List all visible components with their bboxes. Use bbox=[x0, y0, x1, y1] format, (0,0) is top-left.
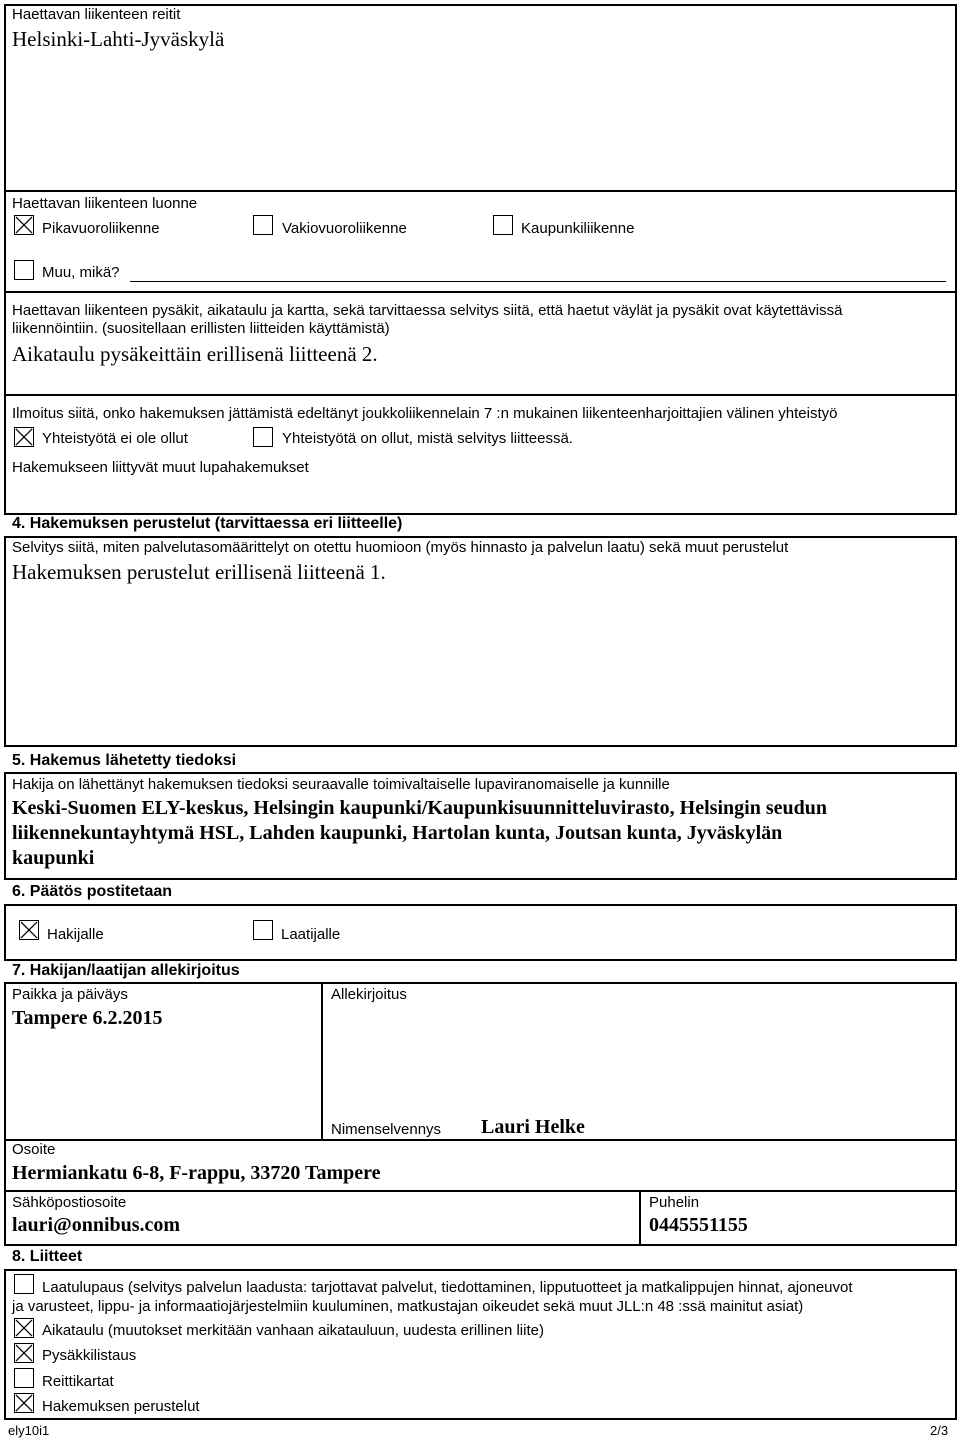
route-label: Haettavan liikenteen reitit bbox=[12, 6, 181, 23]
option-label: Muu, mikä? bbox=[42, 264, 120, 281]
attachment-label: Aikataulu (muutokset merkitään vanhaan aikatauluun, uudesta erillinen liite) bbox=[42, 1322, 544, 1339]
option-label: Vakiovuoroliikenne bbox=[282, 220, 407, 237]
section-5-label: Hakija on lähettänyt hakemuksen tiedoksi seuraavalle toimivaltaiselle lupaviranomaiselle ja kunnille bbox=[12, 776, 670, 793]
checkbox-pysakkilistaus[interactable] bbox=[14, 1343, 34, 1363]
email-value: lauri@onnibus.com bbox=[12, 1214, 181, 1236]
checkbox-muu[interactable] bbox=[14, 260, 34, 280]
signature-label: Allekirjoitus bbox=[331, 986, 407, 1003]
section-4-label: Selvitys siitä, miten palvelutasomäärittelyt on otettu huomioon (myös hinnasto ja palvelun laatu) sekä muut perustelut bbox=[12, 539, 789, 556]
section-6-title: 6. Päätös postitetaan bbox=[12, 883, 173, 900]
stops-label: Haettavan liikenteen pysäkit, aikataulu ja kartta, sekä tarvittaessa selvitys siitä, että haetut väylät ja pysäkit ovat käytettävissä bbox=[12, 302, 843, 319]
address-label: Osoite bbox=[12, 1141, 56, 1158]
option-label: Yhteistyötä ei ole ollut bbox=[42, 430, 188, 447]
checkbox-pikavuoroliikenne[interactable] bbox=[14, 215, 34, 235]
place-date-value: Tampere 6.2.2015 bbox=[12, 1007, 163, 1029]
muu-answer-line[interactable] bbox=[130, 281, 946, 282]
checkbox-reittikartat[interactable] bbox=[14, 1368, 34, 1388]
option-label: Yhteistyötä on ollut, mistä selvitys liitteessä. bbox=[282, 430, 573, 447]
section-4-title: 4. Hakemuksen perustelut (tarvittaessa eri liitteelle) bbox=[12, 515, 403, 532]
attachment-label: Pysäkkilistaus bbox=[42, 1347, 137, 1364]
checkbox-hakijalle[interactable] bbox=[19, 920, 39, 940]
divider bbox=[639, 1190, 641, 1246]
attachment-label: ja varusteet, lippu- ja informaatiojärjestelmiin kuuluminen, matkustajan oikeudet sekä muut JLL:n 48 :ssä mainitut asiat) bbox=[12, 1298, 804, 1315]
divider bbox=[321, 982, 323, 1140]
checkbox-hakemuksen-perustelut[interactable] bbox=[14, 1393, 34, 1413]
cooperation-label: Ilmoitus siitä, onko hakemuksen jättämistä edeltänyt joukkoliikennelain 7 :n mukainen liikenteenharjoittajien välinen yhteistyö bbox=[12, 405, 838, 422]
divider bbox=[4, 190, 957, 192]
phone-value: 0445551155 bbox=[649, 1214, 748, 1236]
section-6-box bbox=[4, 904, 957, 961]
divider bbox=[4, 394, 957, 396]
divider bbox=[4, 291, 957, 293]
attachment-label: Reittikartat bbox=[42, 1373, 114, 1390]
place-date-label: Paikka ja päiväys bbox=[12, 986, 128, 1003]
checkbox-vakiovuoroliikenne[interactable] bbox=[253, 215, 273, 235]
section-4-value: Hakemuksen perustelut erillisenä liitteenä 1. bbox=[12, 560, 386, 584]
divider bbox=[4, 1139, 957, 1141]
checkbox-laatulupaus[interactable] bbox=[14, 1274, 34, 1294]
section-5-title: 5. Hakemus lähetetty tiedoksi bbox=[12, 752, 237, 769]
address-value: Hermiankatu 6-8, F-rappu, 33720 Tampere bbox=[12, 1162, 381, 1184]
checkbox-aikataulu[interactable] bbox=[14, 1318, 34, 1338]
option-label: Hakijalle bbox=[47, 926, 104, 943]
stops-label: liikennöintiin. (suositellaan erillisten liitteiden käyttämistä) bbox=[12, 320, 390, 337]
nature-label: Haettavan liikenteen luonne bbox=[12, 195, 198, 212]
page-number: 2/3 bbox=[930, 1423, 949, 1438]
option-label: Pikavuoroliikenne bbox=[42, 220, 160, 237]
phone-label: Puhelin bbox=[649, 1194, 700, 1211]
route-value: Helsinki-Lahti-Jyväskylä bbox=[12, 27, 225, 51]
attachment-label: Laatulupaus (selvitys palvelun laadusta: tarjottavat palvelut, tiedottaminen, lipputuotteet ja matkalippujen hinnat, ajoneuvot bbox=[42, 1279, 853, 1296]
section-7-title: 7. Hakijan/laatijan allekirjoitus bbox=[12, 962, 240, 979]
checkbox-yhteistyo-on[interactable] bbox=[253, 427, 273, 447]
form-code: ely10i1 bbox=[8, 1423, 50, 1438]
checkbox-laatijalle[interactable] bbox=[253, 920, 273, 940]
divider bbox=[4, 1190, 957, 1192]
email-label: Sähköpostiosoite bbox=[12, 1194, 127, 1211]
name-clarification-value: Lauri Helke bbox=[481, 1116, 585, 1138]
section-5-value: kaupunki bbox=[12, 847, 95, 869]
name-clarification-label: Nimenselvennys bbox=[331, 1121, 442, 1138]
section-5-value: liikennekuntayhtymä HSL, Lahden kaupunki, Hartolan kunta, Joutsan kunta, Jyväskylän bbox=[12, 822, 783, 844]
checkbox-kaupunkiliikenne[interactable] bbox=[493, 215, 513, 235]
checkbox-yhteistyo-ei[interactable] bbox=[14, 427, 34, 447]
attachment-label: Hakemuksen perustelut bbox=[42, 1398, 200, 1415]
option-label: Kaupunkiliikenne bbox=[521, 220, 635, 237]
section-5-value: Keski-Suomen ELY-keskus, Helsingin kaupunki/Kaupunkisuunnitteluvirasto, Helsingin seudun bbox=[12, 797, 827, 819]
related-applications-label: Hakemukseen liittyvät muut lupahakemukset bbox=[12, 459, 309, 476]
option-label: Laatijalle bbox=[281, 926, 341, 943]
section-8-title: 8. Liitteet bbox=[12, 1248, 83, 1265]
stops-value: Aikataulu pysäkeittäin erillisenä liitteenä 2. bbox=[12, 342, 378, 366]
